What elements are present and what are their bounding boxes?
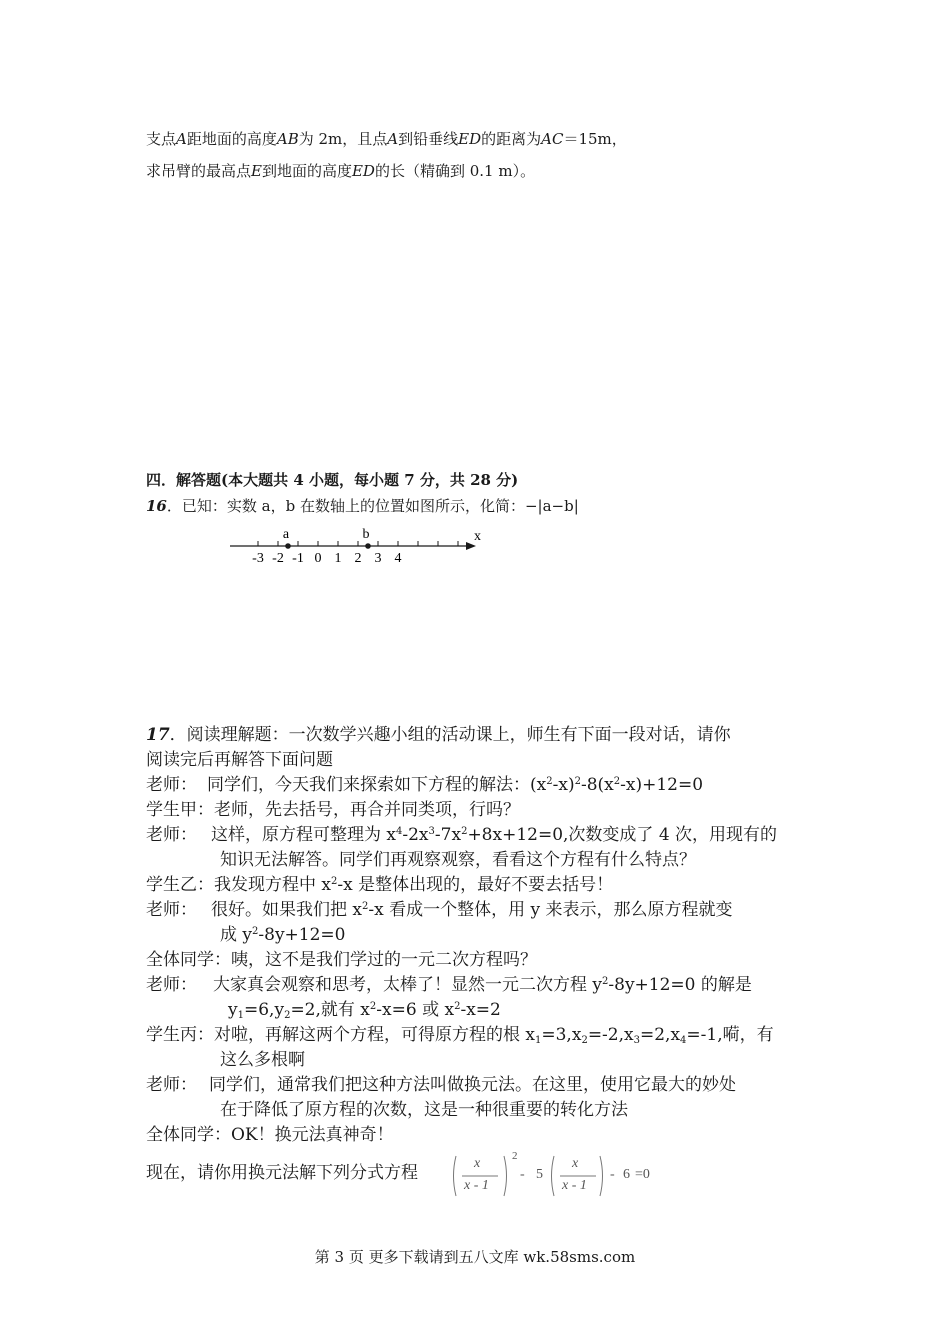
text: 的长（精确到 0.1 m）。 [374,162,536,180]
number-line [220,520,500,570]
text: =2,就有 x [290,1000,370,1020]
sup: 2 [369,1001,377,1012]
dialog-line-9 [146,1070,736,1095]
text: 距地面的高度 [186,130,277,148]
sup: 2 [454,1001,461,1012]
text: -x)+12=0 [620,775,704,795]
text: 大家真会观察和思考，太棒了！显然一元二次方程 y [213,975,603,995]
sub: 3 [633,1035,640,1046]
numerator-2: x [572,1156,579,1171]
page-footer: 第 3 页 更多下载请到五八文库 wk.58sms.com [314,1248,636,1266]
dialog-line-7-cont [228,995,501,1020]
text: =3,x [541,1025,582,1045]
var: A [176,130,187,148]
text: 我发现方程中 x [214,875,331,895]
sup: 2 [613,776,621,787]
tick-label: -2 [272,551,284,566]
sup: 2 [546,776,553,787]
text: -2x [402,825,429,845]
sup: 2 [602,976,609,987]
dialog-line-9-cont: 在于降低了原方程的次数，这是一种很重要的转化方法 [220,1100,628,1120]
fraction-equation [450,1150,660,1202]
speaker: 学生乙： [146,875,214,895]
text: ．阅读理解题：一次数学兴趣小组的活动课上，师生有下面一段对话，请你 [169,725,731,745]
text: OK！换元法真神奇！ [231,1125,394,1145]
text: -x=6 或 x [376,1000,455,1020]
tick-label: 3 [374,551,382,566]
var: AC [541,130,564,148]
minus-2: - [610,1167,615,1182]
coefficient: 5 [536,1167,543,1182]
speaker: 老师： [146,975,197,995]
tick-label: 4 [394,551,402,566]
minus-1: - [520,1167,525,1182]
text: ＝15m， [563,130,627,148]
sup: 2 [252,926,259,937]
dialog-line-3-cont: 知识无法解答。同学们再观察观察，看看这个方程有什么特点？ [220,850,696,870]
sup: 2 [574,776,581,787]
question-text: ．已知：实数 a，b 在数轴上的位置如图所示，化简：−|a−b| [166,497,579,515]
tick-label: 1 [334,551,342,566]
label-b: b [362,527,370,542]
text: 成 y [220,925,253,945]
sub: 1 [237,1010,244,1021]
dialog-line-8-cont: 这么多根啊 [220,1050,305,1070]
text: y [228,1000,238,1020]
tick-label: -3 [252,551,264,566]
speaker: 全体同学： [146,1125,231,1145]
var: ED [351,162,375,180]
text: -x 是整体出现的，最好不要去括号！ [337,875,614,895]
text: 很好。如果我们把 x [211,900,362,920]
text: 支点 [146,130,177,148]
q17-task: 现在，请你用换元法解下列分式方程 [146,1163,418,1183]
numerator-1: x [474,1156,481,1171]
text: -8y+12=0 的解是 [608,975,752,995]
text: -x) [552,775,575,795]
exponent: 2 [512,1150,518,1162]
speaker: 老师： [146,825,197,845]
tick-label: 0 [314,551,322,566]
sub: 4 [680,1035,687,1046]
speaker: 学生甲： [146,800,214,820]
dialog-line-3 [146,820,777,845]
q15-line2 [146,160,535,181]
speaker: 老师： [146,1075,197,1095]
sub: 1 [535,1035,542,1046]
point-a [285,543,291,549]
q17-intro2: 阅读完后再解答下面问题 [146,750,333,770]
q15-line1 [146,128,627,149]
text: =6,y [243,1000,285,1020]
var: E [251,162,262,180]
speaker: 老师： [146,775,197,795]
text: =2,x [639,1025,681,1045]
dialog-line-4 [146,870,613,895]
section-heading: 四．解答题(本大题共 4 小题，每小题 7 分，共 28 分) [146,471,519,489]
sub: 2 [581,1035,588,1046]
text: 同学们，今天我们来探索如下方程的解法：(x [207,775,547,795]
q17-intro1 [146,720,731,745]
denominator-1: x - 1 [464,1178,489,1193]
text: 的距离为 [481,130,542,148]
dialog-line-5 [146,895,733,920]
tick-label: 2 [354,551,362,566]
dialog-line-6 [146,945,537,970]
denominator-2: x - 1 [562,1178,587,1193]
text: 求吊臂的最高点 [146,162,252,180]
text: 咦，这不是我们学过的一元二次方程吗？ [231,950,537,970]
q16-text [146,495,579,516]
dialog-line-7 [146,970,752,995]
dialog-line-2 [146,795,520,820]
dialog-line-10 [146,1120,394,1145]
equals-zero: =0 [635,1167,650,1182]
text: 这样，原方程可整理为 x [211,825,396,845]
point-b [365,543,371,549]
text: 到铅垂线 [398,130,459,148]
sub: 2 [284,1010,291,1021]
text: 同学们，通常我们把这种方法叫做换元法。在这里，使用它最大的妙处 [209,1075,736,1095]
text: =-2,x [587,1025,634,1045]
text: =-1,嗬，有 [686,1025,774,1045]
sup: 4 [396,826,403,837]
dialog-line-8 [146,1020,774,1045]
text: +8x+12=0,次数变成了 4 次，用现有的 [467,825,778,845]
question-number: 16 [146,497,167,515]
speaker: 学生丙： [146,1025,214,1045]
tick-label: -1 [292,551,304,566]
text: 老师，先去括号，再合并同类项，行吗？ [214,800,520,820]
speaker: 全体同学： [146,950,231,970]
text: -x=2 [460,1000,501,1020]
label-x: x [474,529,481,544]
sup: 2 [362,901,369,912]
text: -7x [434,825,462,845]
dialog-line-1 [146,770,703,795]
sup: 2 [461,826,468,837]
text: -x 看成一个整体，用 y 来表示，那么原方程就变 [368,900,733,920]
sup: 2 [331,876,338,887]
text: 为 2m，且点 [298,130,388,148]
var: A [387,130,399,148]
sup: 3 [428,826,435,837]
dialog-line-5-cont [220,920,346,945]
label-a: a [282,527,290,542]
speaker: 老师： [146,900,197,920]
var: ED [458,130,482,148]
question-number: 17 [146,725,170,745]
text: 到地面的高度 [261,162,352,180]
text: -8(x [580,775,614,795]
constant: 6 [623,1167,630,1182]
var: AB [276,130,299,148]
text: 对啦，再解这两个方程，可得原方程的根 x [214,1025,535,1045]
text: -8y+12=0 [258,925,346,945]
